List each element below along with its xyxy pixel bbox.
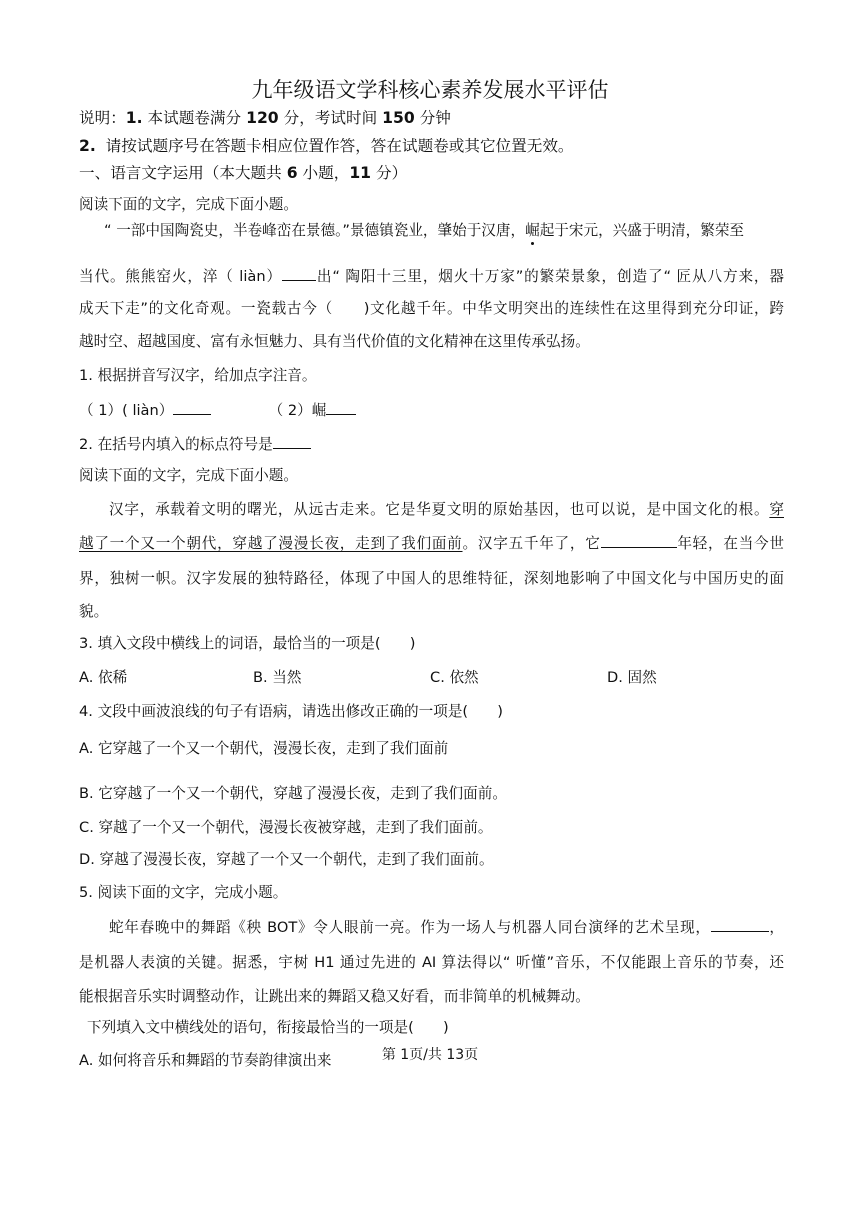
question-1-answers — [79, 400, 784, 421]
answer-blank — [173, 400, 211, 415]
wavy-sentence-start: 穿 — [769, 501, 784, 518]
instructions-item2-text: 请按试题序号在答题卡相应位置作答，答在试题卷或其它位置无效。 — [105, 137, 574, 155]
instructions-item1-number: 1. — [125, 109, 143, 127]
question-1-stem: 1. 根据拼音写汉字，给加点字注音。 — [79, 367, 317, 384]
question-5-stem: 5. 阅读下面的文字，完成小题。 — [79, 884, 288, 901]
instructions-item2-number: 2. — [79, 137, 96, 155]
passage1-line-2-a: 当代。熊熊窑火，淬（ liàn） — [79, 268, 282, 285]
question-5-sub-stem: 下列填入文中横线处的语句，衔接最恰当的一项是( ) — [87, 1019, 449, 1036]
instructions-label: 说明： — [79, 109, 126, 127]
passage2-line-1 — [109, 500, 784, 520]
question-4-option-c: C. 穿越了一个又一个朝代，漫漫长夜被穿越，走到了我们面前。 — [79, 819, 493, 836]
instructions-item1-text-a: 本试题卷满分 — [147, 109, 242, 127]
answer-blank — [711, 917, 769, 932]
instructions-line-2 — [79, 136, 784, 156]
question-2-text: 2. 在括号内填入的标点符号是 — [79, 436, 273, 453]
passage1-intro: 阅读下面的文字，完成下面小题。 — [79, 196, 298, 213]
question-2-stem — [79, 434, 784, 455]
passage2-line-2-b: 。汉字五千年了，它 — [462, 535, 601, 552]
question-3-option-a: A. 依稀 — [79, 669, 128, 686]
passage1-line-2 — [79, 266, 784, 287]
passage2-line-2-c: 年轻，在当今世 — [676, 535, 784, 552]
question-5-option-a: A. 如何将音乐和舞蹈的节奏韵律演出来 — [79, 1052, 332, 1069]
exam-time: 150 — [382, 109, 415, 127]
passage2-line-1-a: 汉字，承载着文明的曙光，从远古走来。它是华夏文明的原始基因，也可以说，是中国文化的根。 — [109, 501, 770, 518]
passage2-line-4: 貌。 — [79, 603, 109, 620]
passage3-line-2: 是机器人表演的关键。据悉，宇树 H1 通过先进的 AI 算法得以“ 听懂”音乐，不仅能跟上音乐的节奏，还 — [79, 954, 784, 971]
instructions-item1-text-b: 分，考试时间 — [283, 109, 378, 127]
passage2-intro: 阅读下面的文字，完成下面小题。 — [79, 467, 298, 484]
section-score: 11 — [349, 164, 372, 182]
question-3-option-d: D. 固然 — [607, 669, 657, 686]
section-question-count: 6 — [286, 164, 298, 182]
instructions-item1-text-c: 分钟 — [419, 109, 451, 127]
page-number: 第 1页/共 13页 — [381, 1047, 479, 1063]
instructions-line-1 — [79, 108, 784, 128]
passage2-line-3: 界，独树一帜。汉字发展的独特路径，体现了中国人的思维特征，深刻地影响了中国文化与中国历史的面 — [79, 570, 784, 587]
question-1-part-a: （ 1）( liàn） — [79, 402, 174, 419]
section-heading-b: 小题， — [302, 164, 350, 182]
dotted-character: 崛 — [525, 222, 540, 239]
question-4-stem: 4. 文段中画波浪线的句子有语病，请选出修改正确的一项是( ) — [79, 703, 503, 720]
passage1-line-1 — [104, 221, 784, 241]
question-4-option-a: A. 它穿越了一个又一个朝代，漫漫长夜，走到了我们面前 — [79, 740, 449, 757]
passage1-line-2-b: 出“ 陶阳十三里，烟火十万家”的繁荣景象，创造了“ 匠从八方来，器 — [315, 268, 784, 285]
answer-blank — [273, 434, 311, 449]
passage1-line-4: 越时空、超越国度、富有永恒魅力、具有当代价值的文化精神在这里传承弘扬。 — [79, 333, 590, 350]
section-heading — [79, 163, 784, 183]
answer-blank — [326, 400, 356, 415]
passage3-line-1-a: 蛇年春晚中的舞蹈《秧 BOT》令人眼前一亮。作为一场人与机器人同台演绎的艺术呈现， — [109, 919, 711, 936]
passage1-line-1-b: 起于宋元，兴盛于明清，繁荣至 — [539, 222, 745, 239]
passage3-line-1 — [109, 917, 784, 938]
section-heading-c: 分） — [376, 164, 408, 182]
answer-blank — [282, 266, 316, 281]
section-heading-a: 一、语言文字运用（本大题共 — [79, 164, 282, 182]
passage1-line-1-a: “ 一部中国陶瓷史，半卷峰峦在景德。”景德镇瓷业，肇始于汉唐， — [104, 222, 526, 239]
question-1-part-b: （ 2）崛 — [268, 402, 327, 419]
total-score: 120 — [246, 109, 279, 127]
question-4-option-b: B. 它穿越了一个又一个朝代，穿越了漫漫长夜，走到了我们面前。 — [79, 785, 507, 802]
passage1-line-3: 成天下走”的文化奇观。一瓷载古今（ )文化越千年。中华文明突出的连续性在这里得到充分印证，跨 — [79, 300, 784, 317]
page-title: 九年级语文学科核心素养发展水平评估 — [251, 78, 609, 102]
passage3-line-3: 能根据音乐实时调整动作，让跳出来的舞蹈又稳又好看，而非简单的机械舞动。 — [79, 988, 590, 1005]
question-3-stem: 3. 填入文段中横线上的词语，最恰当的一项是( ) — [79, 635, 416, 652]
answer-blank — [601, 533, 677, 548]
question-3-option-b: B. 当然 — [253, 669, 302, 686]
passage2-line-2 — [79, 533, 784, 554]
wavy-sentence: 越了一个又一个朝代，穿越了漫漫长夜，走到了我们面前 — [79, 535, 463, 552]
passage3-line-1-b: ， — [768, 919, 784, 936]
question-3-option-c: C. 依然 — [430, 669, 479, 686]
question-4-option-d: D. 穿越了漫漫长夜，穿越了一个又一个朝代，走到了我们面前。 — [79, 851, 494, 868]
